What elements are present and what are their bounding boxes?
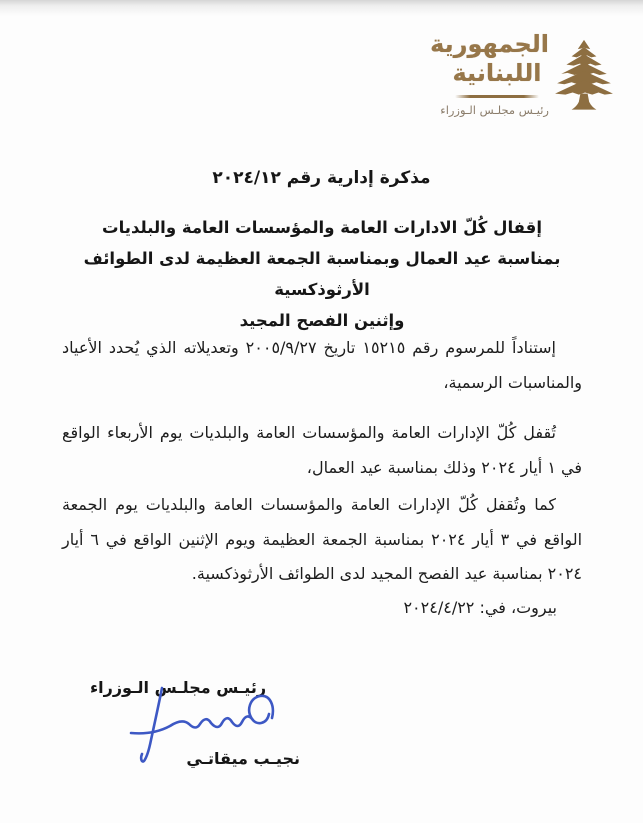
- lebanese-republic-emblem: [430, 30, 617, 117]
- paragraph-easter-closure: كما وتُقفل كُلّ الإدارات العامة والمؤسسات العامة والبلديات يوم الجمعة الواقع في ٣ أيار ٢٠٢٤ بمناسبة الجمعة العظيمة ويوم الإثنين الواقع في ٦ أيار ٢٠٢٤ بمناسبة عيد الفصح المجيد لدى الطوائف الأرثوذكسية.: [62, 495, 583, 583]
- paragraph-legal-basis: إستناداً للمرسوم رقم ١٥٢١٥ تاريخ ٢٠٠٥/٩/٢٧ وتعديلاته الذي يُحدد الأعياد والمناسبات الرسمية،: [62, 338, 582, 392]
- memo-subject-line3: وإثنين الفصح المجيد: [239, 311, 405, 330]
- emblem-text-column: [430, 30, 549, 117]
- republic-name-line2: اللبنانية: [452, 59, 542, 87]
- signatory-name: نجيـب ميقاتـي: [186, 749, 300, 768]
- handwritten-signature: [112, 684, 297, 769]
- signatory-title: رئيـس مجلـس الـوزراء: [89, 678, 267, 697]
- memo-subject-line1: إقفال كُلّ الادارات العامة والمؤسسات العامة والبلديات: [102, 218, 542, 237]
- memo-title: مذكرة إدارية رقم ٢٠٢٤/١٢: [212, 168, 431, 188]
- place-date-line: بيروت، في: ٢٠٢٤/٤/٢٢: [403, 598, 557, 617]
- memo-subject-line2: بمناسبة عيد العمال وبمناسبة الجمعة العظيمة لدى الطوائف الأرثوذكسية: [83, 249, 561, 299]
- emblem-divider: [455, 95, 539, 98]
- pm-office-label: رئيـس مجلـس الـوزراء: [440, 103, 549, 117]
- republic-name-line1: الجمهورية: [430, 30, 549, 58]
- memo-subject-block: [62, 212, 582, 336]
- cedar-tree-icon: [553, 38, 615, 114]
- scan-edge-shadow: [0, 0, 643, 16]
- paragraph-labor-day-closure: تُقفل كُلّ الإدارات العامة والمؤسسات العامة والبلديات يوم الأربعاء الواقع في ١ أيار ٢٠٢٤ وذلك بمناسبة عيد العمال،: [62, 423, 582, 477]
